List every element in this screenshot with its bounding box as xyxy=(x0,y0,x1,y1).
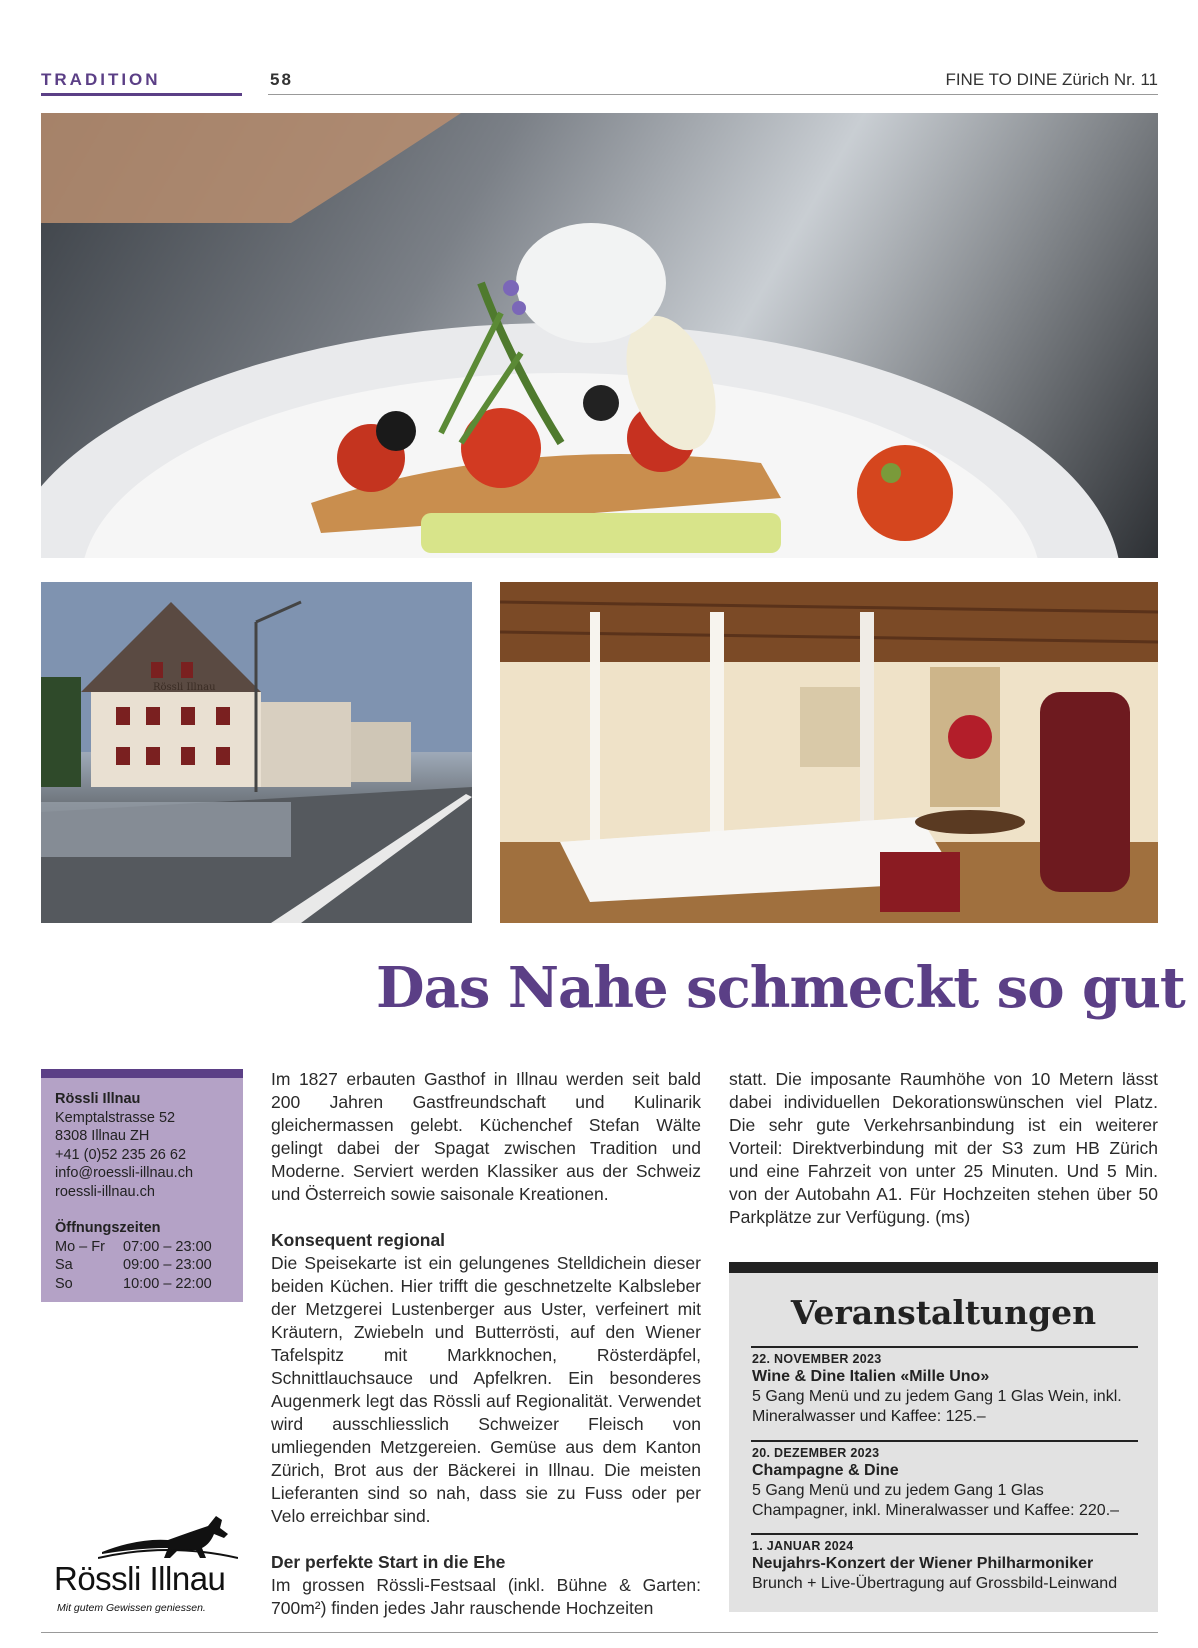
event-description: Brunch + Live-Übertragung auf Grossbild-Leinwand xyxy=(752,1575,1118,1592)
hours-time: 09:00 – 23:00 xyxy=(123,1257,212,1273)
events-divider xyxy=(751,1440,1138,1442)
hours-day: Mo – Fr xyxy=(55,1238,105,1255)
event-name: Wine & Dine Italien «Mille Uno» xyxy=(752,1368,990,1385)
event-description: 5 Gang Menü und zu jedem Gang 1 Glas Wein, inkl. Mineralwasser und Kaffee: 125.– xyxy=(752,1388,1122,1425)
food-plate-photo xyxy=(41,113,1158,558)
logo-tagline: Mit gutem Gewissen geniessen. xyxy=(57,1602,206,1614)
event-name: Neujahrs-Konzert der Wiener Philharmoniker xyxy=(752,1555,1094,1572)
restaurant-name: Rössli Illnau xyxy=(55,1091,141,1107)
article-intro: Im 1827 erbauten Gasthof in Illnau werden seit bald 200 Jahren Gastfreundschaft und Kulinarik gleichermassen gelebt. Küchenchef Stefan Wälte gelingt dabei der Spagat zwischen Tradition und Moderne. Serviert werden Klassiker aus der Schweiz und Österreich sowie saisonale Kreationen. xyxy=(271,1069,701,1204)
address-street: Kemptalstrasse 52 xyxy=(55,1109,176,1126)
wedding-suite-photo xyxy=(500,582,1158,923)
event-item xyxy=(752,1538,1142,1594)
hours-day: Sa xyxy=(55,1257,73,1273)
hours-time: 10:00 – 22:00 xyxy=(123,1275,212,1292)
hours-row xyxy=(55,1275,212,1294)
subheading-wedding: Der perfekte Start in die Ehe xyxy=(271,1552,506,1572)
event-item xyxy=(752,1351,1142,1427)
exterior-sign-text: Rössli Illnau xyxy=(153,682,216,693)
website: roessli-illnau.ch xyxy=(55,1183,155,1200)
logo-wordmark: Rössli Illnau xyxy=(54,1560,226,1597)
contact-info-box xyxy=(41,1069,243,1302)
article-paragraph: Die Speisekarte ist ein gelungenes Stelldichein dieser beiden Küchen. Hier trifft die geschnetzelte Kalbsleber der Metzgerei Lustenberger aus Uster, verfeinert mit Kräutern, Zwiebeln und Butterrösti, auf den Wiener Tafelspitz mit Markknochen, Rösterdäpfel, Schnittlauchsauce und Apfelkren. Ein besonderes Augenmerk legt das Rössli auf Regionalität. Verwendet wird ausschliesslich Schweizer Fleisch von umliegenden Metzgereien. Gemüse aus dem Kanton Zürich, Brot aus der Bäckerei in Illnau. Die meisten Lieferanten sind so nah, dass sie zu Fuss oder per Velo erreichbar sind. xyxy=(271,1253,701,1526)
address-city: 8308 Illnau ZH xyxy=(55,1128,150,1144)
hours-row xyxy=(55,1238,212,1257)
restaurant-exterior-photo xyxy=(41,582,472,923)
hours-time: 07:00 – 23:00 xyxy=(123,1238,212,1255)
hours-row xyxy=(55,1256,212,1275)
magazine-issue: FINE TO DINE Zürich Nr. 11 xyxy=(945,70,1158,89)
opening-hours-table xyxy=(55,1238,212,1294)
email-address: info@roessli-illnau.ch xyxy=(55,1165,194,1181)
subheading-regional: Konsequent regional xyxy=(271,1230,446,1250)
event-description: 5 Gang Menü und zu jedem Gang 1 Glas Champagner, inkl. Mineralwasser und Kaffee: 220.– xyxy=(752,1482,1120,1519)
event-name: Champagne & Dine xyxy=(752,1462,899,1479)
opening-hours-title: Öffnungszeiten xyxy=(55,1220,161,1236)
section-label: TRADITION xyxy=(41,70,161,89)
phone-number: +41 (0)52 235 26 62 xyxy=(55,1146,187,1163)
footer-rule xyxy=(41,1632,1158,1633)
events-divider xyxy=(751,1346,1138,1348)
events-title: Veranstaltungen xyxy=(790,1293,1097,1332)
article-title: Das Nahe schmeckt so gut xyxy=(376,955,1185,1021)
event-item xyxy=(752,1445,1142,1521)
article-paragraph: statt. Die imposante Raumhöhe von 10 Metern lässt dabei individuellen Dekorationswünschen viel Platz. Die sehr gute Verkehrsanbindung ist ein weiterer Vorteil: Direktverbindung mit der S3 zum HB Zürich und eine Fahrzeit von unter 25 Minuten. Und 5 Min. von der Autobahn A1. Für Hochzeiten stehen über 50 Parkplätze zur Verfügung. (ms) xyxy=(729,1069,1158,1227)
article-paragraph: Im grossen Rössli-Festsaal (inkl. Bühne & Garten: 700m²) finden jedes Jahr rauschende Hochzeiten xyxy=(271,1575,701,1618)
page-number: 58 xyxy=(270,70,293,89)
horse-logo-icon xyxy=(98,1512,238,1560)
event-date: 22. NOVEMBER 2023 xyxy=(752,1352,882,1366)
events-box xyxy=(729,1262,1158,1612)
header-rule xyxy=(268,94,1158,95)
event-date: 1. JANUAR 2024 xyxy=(752,1539,854,1553)
events-divider xyxy=(751,1533,1138,1535)
event-date: 20. DEZEMBER 2023 xyxy=(752,1446,880,1460)
article-column-2 xyxy=(729,1068,1158,1229)
article-column-1 xyxy=(271,1068,701,1620)
section-underline xyxy=(41,93,242,96)
hours-day: So xyxy=(55,1275,73,1292)
